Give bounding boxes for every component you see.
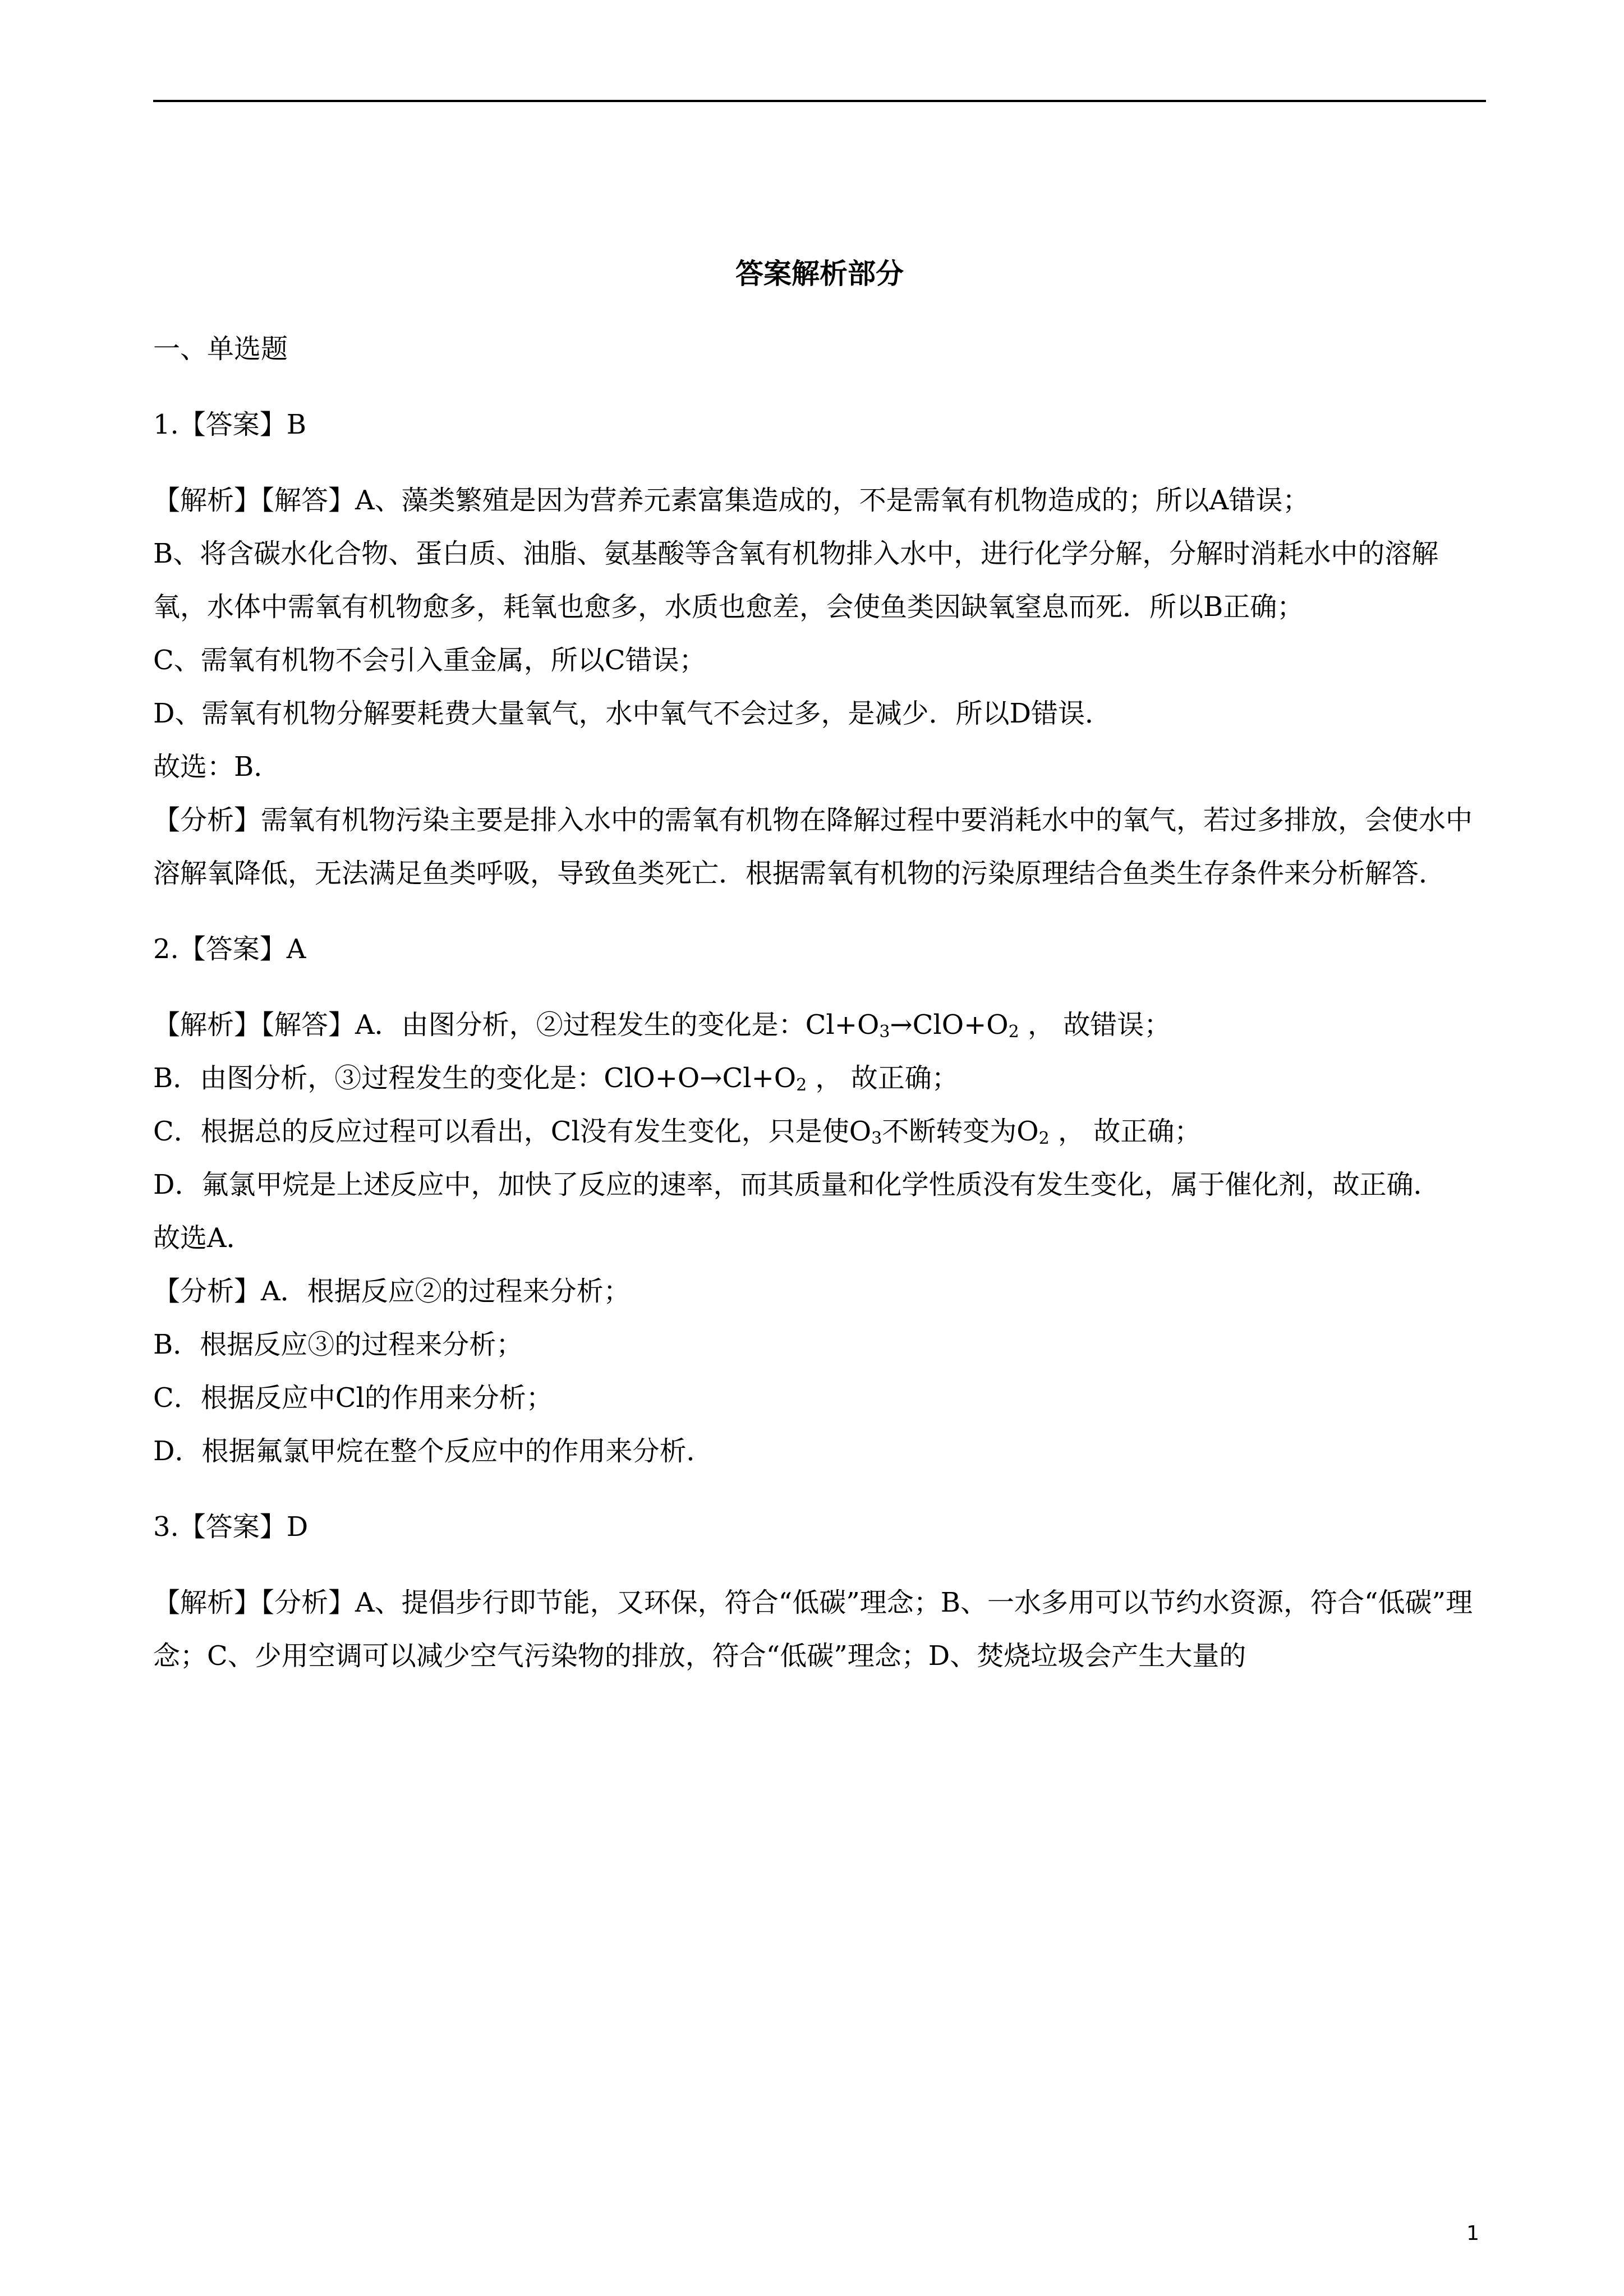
question-1-paragraph: 故选：B． bbox=[153, 751, 281, 783]
question-2-paragraph: D．氟氯甲烷是上述反应中，加快了反应的速率，而其质量和化学性质没有发生变化，属于催化剂，故正确． bbox=[153, 1169, 1441, 1200]
question-1-analysis: 【分析】需氧有机物污染主要是排入水中的需氧有机物在降解过程中要消耗水中的氧气，若过多排放，会使水中溶解氧降低，无法满足鱼类呼吸，导致鱼类死亡．根据需氧有机物的污染原理结合鱼类生存条件来分析解答． bbox=[153, 804, 1473, 889]
document-body bbox=[153, 247, 1486, 1683]
page-number: 1 bbox=[1466, 2222, 1479, 2245]
page-title: 答案解析部分 bbox=[735, 257, 904, 290]
question-2-paragraph: B．根据反应③的过程来分析； bbox=[153, 1329, 523, 1360]
question-1-paragraph: C、需氧有机物不会引入重金属，所以C错误； bbox=[153, 645, 706, 676]
question-2-analysis: 【分析】A．根据反应②的过程来分析； bbox=[153, 1276, 631, 1307]
question-2-paragraph-b: B．由图分析，③过程发生的变化是：$ClO+O\to Cl+O_2$ ， 故正确； bbox=[153, 1062, 959, 1095]
header-rule bbox=[153, 100, 1486, 102]
question-2-answer: 2.【答案】A bbox=[153, 933, 306, 965]
question-2-paragraph: D．根据氟氯甲烷在整个反应中的作用来分析． bbox=[153, 1435, 714, 1467]
question-1-answer: 1.【答案】B bbox=[153, 409, 307, 440]
question-3-answer: 3.【答案】D bbox=[153, 1511, 309, 1543]
question-1-paragraph: 【解析】【解答】A、藻类繁殖是因为营养元素富集造成的，不是需氧有机物造成的；所以A错误； bbox=[153, 485, 1310, 516]
question-2-paragraph-c: C．根据总的反应过程可以看出，Cl没有发生变化，只是使$O_3$不断转变为$O_2$ ， 故正确； bbox=[153, 1116, 1202, 1148]
question-2-paragraph: 故选A． bbox=[153, 1222, 254, 1254]
section-heading: 一、单选题 bbox=[153, 333, 288, 365]
question-1-paragraph: D、需氧有机物分解要耗费大量氧气，水中氧气不会过多，是减少．所以D错误． bbox=[153, 698, 1112, 729]
question-2-paragraph-a: 【解析】【解答】A．由图分析，②过程发生的变化是：$Cl+O_3\to ClO+O_2$ ， 故错误； bbox=[153, 1009, 1171, 1042]
question-2-paragraph: C．根据反应中Cl的作用来分析； bbox=[153, 1382, 553, 1414]
question-1-paragraph: B、将含碳水化合物、蛋白质、油脂、氨基酸等含氧有机物排入水中，进行化学分解，分解时消耗水中的溶解氧，水体中需氧有机物愈多，耗氧也愈多，水质也愈差，会使鱼类因缺氧窒息而死．所以B正确； bbox=[153, 538, 1439, 623]
question-3-paragraph: 【解析】【分析】A、提倡步行即节能，又环保，符合“低碳”理念；B、一水多用可以节约水资源，符合“低碳”理念；C、少用空调可以减少空气污染物的排放，符合“低碳”理念；D、焚烧垃圾会产生大量的 bbox=[153, 1587, 1473, 1672]
